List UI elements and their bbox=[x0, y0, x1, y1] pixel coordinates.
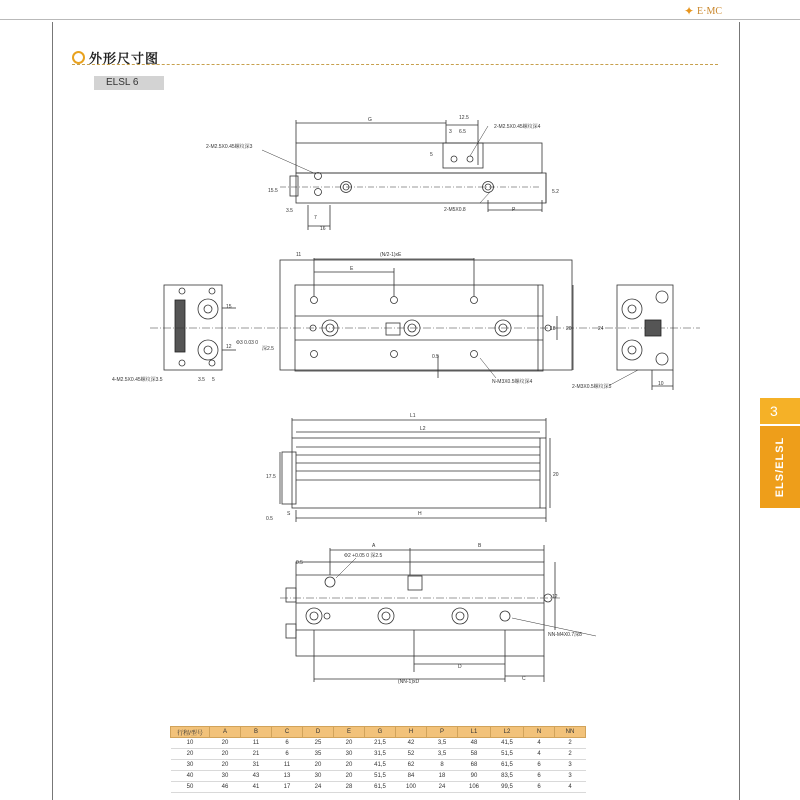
col-header: N bbox=[524, 727, 555, 738]
table-cell: 28 bbox=[334, 782, 365, 793]
table-cell: 99,5 bbox=[491, 782, 524, 793]
counterbore-inner-icon bbox=[456, 612, 464, 620]
dim-label: L2 bbox=[420, 426, 426, 432]
top-view-carriage bbox=[296, 143, 542, 173]
table-cell: 46 bbox=[210, 782, 241, 793]
dim-label: 20 bbox=[566, 326, 572, 332]
thread-hole-icon bbox=[179, 360, 185, 366]
thread-hole-icon bbox=[315, 189, 322, 196]
table-cell: 40 bbox=[171, 771, 210, 782]
dim-label: 15 bbox=[226, 304, 232, 310]
table-cell: 83,5 bbox=[491, 771, 524, 782]
dim-label: 16 bbox=[320, 226, 326, 232]
table-cell: 41,5 bbox=[491, 738, 524, 749]
dim-label: 0.5 bbox=[432, 354, 439, 360]
dim-label: E bbox=[350, 266, 354, 272]
thread-hole-icon bbox=[311, 297, 318, 304]
table-cell: 20 bbox=[210, 760, 241, 771]
port-inner-icon bbox=[204, 346, 212, 354]
table-cell: 62 bbox=[396, 760, 427, 771]
counterbore-hole-icon bbox=[306, 608, 322, 624]
table-cell: 3 bbox=[555, 771, 586, 782]
table-cell: 4 bbox=[555, 782, 586, 793]
dim-label: 11 bbox=[296, 252, 302, 258]
table-cell: 20 bbox=[303, 760, 334, 771]
dim-label: 24 bbox=[598, 326, 604, 332]
col-header: L1 bbox=[458, 727, 491, 738]
flame-icon: ✦ bbox=[683, 4, 694, 18]
table-cell: 51,5 bbox=[365, 771, 396, 782]
col-header: B bbox=[241, 727, 272, 738]
dim-label: 3.5 bbox=[286, 208, 293, 214]
table-cell: 18 bbox=[427, 771, 458, 782]
counterbore-inner-icon bbox=[310, 612, 318, 620]
dim-label: 5 bbox=[212, 377, 215, 383]
table-cell: 21,5 bbox=[365, 738, 396, 749]
table-cell: 3 bbox=[555, 760, 586, 771]
dim-label: 5 bbox=[430, 152, 433, 158]
col-header: D bbox=[303, 727, 334, 738]
col-header: G bbox=[365, 727, 396, 738]
port-circle-icon bbox=[198, 340, 218, 360]
table-cell: 20 bbox=[171, 749, 210, 760]
table-cell: 13 bbox=[272, 771, 303, 782]
dim-label: Φ3 0.03 0 bbox=[236, 340, 259, 346]
table-cell: 6 bbox=[272, 738, 303, 749]
dim-label: B bbox=[478, 543, 482, 549]
thread-hole-icon bbox=[179, 288, 185, 294]
table-cell: 21 bbox=[241, 749, 272, 760]
side-view-body bbox=[292, 438, 546, 508]
callout-label: 4-M2.5X0.45螺纹深3.5 bbox=[112, 377, 163, 383]
dim-label: 17.5 bbox=[266, 474, 276, 480]
table-cell: 17 bbox=[272, 782, 303, 793]
top-view bbox=[262, 120, 546, 230]
table-header-row bbox=[171, 727, 586, 738]
col-header: H bbox=[396, 727, 427, 738]
dim-label: P bbox=[512, 207, 516, 213]
table-row bbox=[171, 771, 586, 782]
counterbore-hole-icon bbox=[452, 608, 468, 624]
dim-label: 0.5 bbox=[266, 516, 273, 522]
table-cell: 41,5 bbox=[365, 760, 396, 771]
table-cell: 25 bbox=[303, 738, 334, 749]
thread-hole-icon bbox=[467, 156, 473, 162]
table-cell: 4 bbox=[524, 749, 555, 760]
table-cell: 90 bbox=[458, 771, 491, 782]
chapter-number: 3 bbox=[760, 398, 800, 424]
dim-label: 10 bbox=[658, 381, 664, 387]
plan-view-outline bbox=[280, 260, 572, 370]
table-cell: 3,5 bbox=[427, 738, 458, 749]
dim-label: 0.5 bbox=[296, 560, 303, 566]
dim-label: (N/2-1)xE bbox=[380, 252, 402, 258]
port-inner-icon bbox=[628, 346, 636, 354]
dim-label: 18 bbox=[550, 326, 556, 332]
dim-label: H bbox=[418, 511, 422, 517]
dim-label: 12.5 bbox=[459, 115, 469, 121]
callout-label: 2-M2.5X0.45螺纹深3 bbox=[206, 144, 253, 150]
port-inner-icon bbox=[628, 305, 636, 313]
thread-hole-icon bbox=[311, 351, 318, 358]
table-cell: 20 bbox=[334, 771, 365, 782]
table-cell: 2 bbox=[555, 738, 586, 749]
callout-label: 2-M5X0.8 bbox=[444, 207, 466, 213]
dim-label: 6.5 bbox=[459, 129, 466, 135]
thread-hole-icon bbox=[451, 156, 457, 162]
table-cell: 61,5 bbox=[365, 782, 396, 793]
table-cell: 43 bbox=[241, 771, 272, 782]
port-circle-icon bbox=[622, 340, 642, 360]
table-cell: 10 bbox=[171, 738, 210, 749]
thread-hole-icon bbox=[471, 297, 478, 304]
dim-label: 3.5 bbox=[198, 377, 205, 383]
thread-hole-icon bbox=[209, 288, 215, 294]
dim-label: L1 bbox=[410, 413, 416, 419]
thread-hole-icon bbox=[391, 297, 398, 304]
section-title: 外形尺寸图 bbox=[89, 51, 160, 66]
table-cell: 52 bbox=[396, 749, 427, 760]
table-cell: 100 bbox=[396, 782, 427, 793]
col-header: P bbox=[427, 727, 458, 738]
table-cell: 4 bbox=[524, 738, 555, 749]
callout-label: 2-M2.5X0.45螺纹深4 bbox=[494, 124, 541, 130]
dim-label: 12 bbox=[552, 594, 558, 600]
front-view bbox=[150, 258, 700, 390]
side-view bbox=[280, 418, 550, 522]
table-cell: 6 bbox=[524, 760, 555, 771]
port-circle-icon bbox=[622, 299, 642, 319]
dim-label: G bbox=[368, 117, 372, 123]
counterbore-inner-icon bbox=[382, 612, 390, 620]
table-cell: 42 bbox=[396, 738, 427, 749]
top-view-body bbox=[296, 173, 546, 203]
table-cell: 24 bbox=[303, 782, 334, 793]
table-cell: 68 bbox=[458, 760, 491, 771]
table-cell: 30 bbox=[303, 771, 334, 782]
brand-name: E·MC bbox=[697, 6, 722, 17]
model-label: ELSL 6 bbox=[94, 76, 164, 90]
dim-label: 7 bbox=[314, 215, 317, 221]
callout-label: 2-M3X0.5螺纹深5 bbox=[572, 384, 612, 390]
thread-hole-icon bbox=[391, 351, 398, 358]
table-cell: 6 bbox=[524, 771, 555, 782]
table-row bbox=[171, 749, 586, 760]
col-header: A bbox=[210, 727, 241, 738]
col-header: C bbox=[272, 727, 303, 738]
bottom-view bbox=[280, 545, 596, 682]
dim-label: C bbox=[522, 676, 526, 682]
dim-label: 深2.5 bbox=[262, 346, 274, 352]
dim-label: S bbox=[287, 511, 291, 517]
table-cell: 41 bbox=[241, 782, 272, 793]
dim-label: 12 bbox=[226, 344, 232, 350]
table-cell: 24 bbox=[427, 782, 458, 793]
port-inner-icon bbox=[204, 305, 212, 313]
dim-label: D bbox=[458, 664, 462, 670]
table-cell: 30 bbox=[171, 760, 210, 771]
table-cell: 11 bbox=[272, 760, 303, 771]
table-cell: 31 bbox=[241, 760, 272, 771]
table-cell: 58 bbox=[458, 749, 491, 760]
dimension-table bbox=[170, 726, 586, 793]
col-header: E bbox=[334, 727, 365, 738]
col-header: NN bbox=[555, 727, 586, 738]
col-header: 行程/型号 bbox=[171, 727, 210, 738]
table-cell: 3,5 bbox=[427, 749, 458, 760]
dim-label: 3 bbox=[449, 129, 452, 135]
thread-hole-icon bbox=[656, 353, 668, 365]
side-view-endplate bbox=[282, 452, 296, 504]
table-cell: 106 bbox=[458, 782, 491, 793]
callout-label: N-M3X0.5螺纹深4 bbox=[492, 379, 533, 385]
table-cell: 2 bbox=[555, 749, 586, 760]
table-cell: 51,5 bbox=[491, 749, 524, 760]
port-circle-icon bbox=[198, 299, 218, 319]
table-cell: 20 bbox=[334, 760, 365, 771]
table-cell: 6 bbox=[524, 782, 555, 793]
dim-label: A bbox=[372, 543, 376, 549]
dim-label: (NN-1)xD bbox=[398, 679, 420, 685]
table-cell: 31,5 bbox=[365, 749, 396, 760]
pin-hole-icon bbox=[325, 577, 335, 587]
table-cell: 48 bbox=[458, 738, 491, 749]
thread-hole-icon bbox=[656, 291, 668, 303]
table-cell: 84 bbox=[396, 771, 427, 782]
table-cell: 8 bbox=[427, 760, 458, 771]
thread-hole-icon bbox=[471, 351, 478, 358]
dim-label: 15.5 bbox=[268, 188, 278, 194]
col-header: L2 bbox=[491, 727, 524, 738]
table-cell: 61,5 bbox=[491, 760, 524, 771]
table-cell: 30 bbox=[210, 771, 241, 782]
callout-label: Φ2 +0.05 0 深2.5 bbox=[344, 553, 383, 559]
table-cell: 6 bbox=[272, 749, 303, 760]
table-cell: 20 bbox=[210, 749, 241, 760]
counterbore-hole-icon bbox=[378, 608, 394, 624]
top-view-endplate bbox=[290, 176, 298, 196]
table-cell: 20 bbox=[334, 738, 365, 749]
dim-label: 5.2 bbox=[552, 189, 559, 195]
table-row bbox=[171, 738, 586, 749]
table-cell: 50 bbox=[171, 782, 210, 793]
chapter-label: ELS/ELSL bbox=[774, 436, 786, 498]
thread-hole-icon bbox=[209, 360, 215, 366]
table-row bbox=[171, 782, 586, 793]
end-view-left bbox=[164, 285, 222, 370]
table-cell: 30 bbox=[334, 749, 365, 760]
table-cell: 20 bbox=[210, 738, 241, 749]
callout-label: NN-M4X0.7深8 bbox=[548, 632, 582, 638]
table-cell: 35 bbox=[303, 749, 334, 760]
table-cell: 11 bbox=[241, 738, 272, 749]
dim-label: 20 bbox=[553, 472, 559, 478]
table-row bbox=[171, 760, 586, 771]
